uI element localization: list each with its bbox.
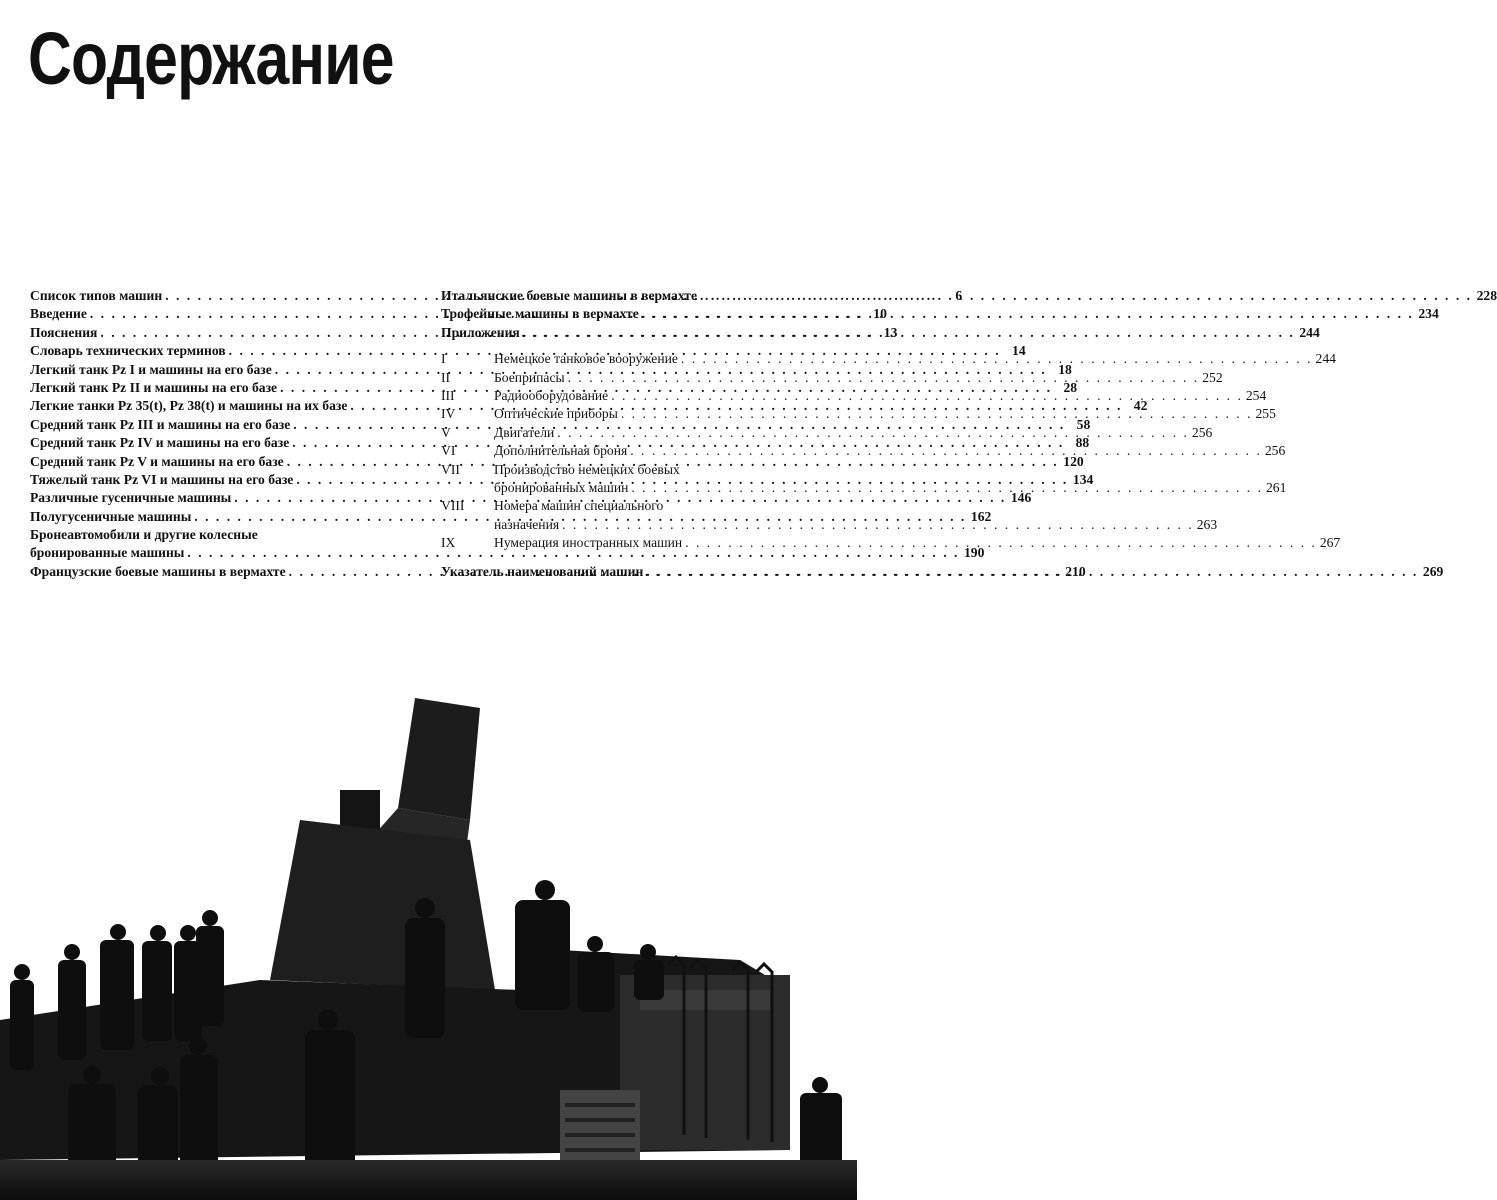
toc-entry[interactable]: Легкие танки Pz 35(t), Pz 38(t) и машины на их базе . . . 42 (30, 397, 418, 415)
appendix-entry[interactable]: I Немецкое танковое вооружение . . . 244 (441, 350, 830, 368)
toc-entry[interactable]: Список типов машин . . . 6 (30, 287, 418, 305)
toc-entry-index[interactable]: Указатель наименований машин . . . 269 (441, 563, 830, 581)
appendix-number: I (441, 351, 446, 367)
toc-entry[interactable]: бронированные машины . . . 190 (30, 544, 418, 562)
appendix-entry[interactable]: III Радиооборудование . . . 254 (441, 387, 830, 405)
appendix-entry[interactable]: VII Производство немецких боевых бронированных машин . . . 261 (441, 461, 830, 498)
appendix-entry[interactable]: II Боеприпасы . . . 252 (441, 369, 830, 387)
toc-entry[interactable]: Тяжелый танк Pz VI и машины на его базе . . . 134 (30, 471, 418, 489)
toc-entry[interactable]: Введение . . . 10 (30, 305, 418, 323)
appendix-entry[interactable]: VI Дополнительная броня . . . 256 (441, 442, 830, 460)
toc-entry[interactable]: Легкий танк Pz I и машины на его базе . . . 18 (30, 361, 418, 379)
toc-entry[interactable]: Полугусеничные машины . . . 162 (30, 508, 418, 526)
appendix-number: V (441, 424, 451, 440)
appendix-entry[interactable]: V Двигатели . . . 256 (441, 424, 830, 442)
toc-entry[interactable]: Словарь технических терминов . . . 14 (30, 342, 418, 360)
appendix-entry[interactable]: VIII Номера машин специального назначения . . . 263 (441, 497, 830, 534)
appendix-number: VI (441, 443, 456, 459)
self-propelled-mortar-photo (0, 690, 857, 1200)
appendix-number: III (441, 387, 455, 403)
toc-entry[interactable]: Приложения . . . 244 (441, 324, 830, 342)
toc-entry[interactable]: Трофейные машины в вермахте . . . 234 (441, 305, 830, 323)
appendix-number: IX (441, 535, 456, 551)
toc-entry[interactable]: Итальянские боевые машины в вермахте . . . 228 (441, 287, 830, 305)
toc-entry[interactable]: Средний танк Pz III и машины на его базе . . . 58 (30, 416, 418, 434)
toc-entry[interactable]: Средний танк Pz IV и машины на его базе . . . 88 (30, 434, 418, 452)
toc-entry[interactable]: Пояснения . . . 13 (30, 324, 418, 342)
toc-entry[interactable]: Легкий танк Pz II и машины на его базе . . . 28 (30, 379, 418, 397)
appendix-number: IV (441, 406, 456, 422)
toc-entry[interactable]: Французские боевые машины в вермахте . . . 210 (30, 563, 418, 581)
toc-entry[interactable]: Различные гусеничные машины . . . 146 (30, 489, 418, 507)
appendix-entry[interactable]: IX Нумерация иностранных машин . . . 267 (441, 534, 830, 552)
appendix-entry[interactable]: IV Оптические приборы . . . 255 (441, 405, 830, 423)
appendix-number: VII (441, 461, 460, 477)
appendix-number: II (441, 369, 451, 385)
toc-entry-line1[interactable]: Бронеавтомобили и другие колесные (30, 527, 258, 543)
appendix-number: VIII (441, 498, 465, 514)
page-title: Содержание (28, 17, 394, 100)
toc-entry[interactable]: Средний танк Pz V и машины на его базе . . . 120 (30, 453, 418, 471)
